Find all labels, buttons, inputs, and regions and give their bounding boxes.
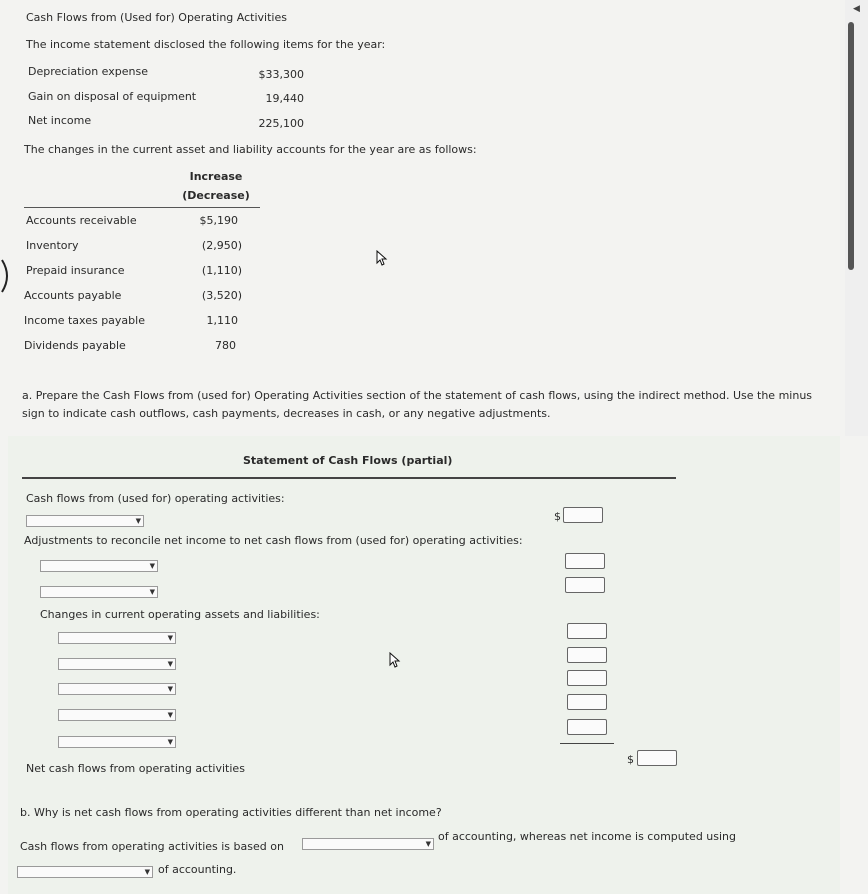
dollar-sign: $ — [627, 753, 634, 766]
net-cash-input[interactable] — [637, 750, 677, 766]
statement-title-rule — [22, 477, 676, 479]
net-income-dropdown[interactable] — [26, 515, 144, 527]
change-input-4[interactable] — [567, 694, 607, 710]
chevron-down-icon: ▼ — [167, 634, 173, 642]
net-income-input[interactable] — [563, 507, 603, 523]
adjustment-input-2[interactable] — [565, 577, 605, 593]
changes-header-line2: (Decrease) — [182, 189, 250, 202]
dollar-sign: $ — [554, 510, 561, 523]
change-input-5[interactable] — [567, 719, 607, 735]
scrollbar-thumb[interactable] — [848, 22, 854, 270]
part-b-question: b. Why is net cash flows from operating activities different than net income? — [20, 806, 442, 819]
chevron-down-icon: ▼ — [167, 685, 173, 693]
changes-header-rule — [24, 207, 260, 208]
adjustment-dropdown-1[interactable] — [40, 560, 158, 572]
change-dropdown-5[interactable] — [58, 736, 176, 748]
changes-intro: The changes in the current asset and liability accounts for the year are as follows: — [24, 143, 477, 156]
chevron-down-icon: ▼ — [167, 738, 173, 746]
change-item-label: Income taxes payable — [24, 314, 145, 327]
change-item-value: $5,190 — [199, 214, 238, 227]
change-item-value: 1,110 — [206, 314, 238, 327]
part-a-line2: sign to indicate cash outflows, cash payments, decreases in cash, or any negative adjustments. — [22, 407, 551, 420]
change-item-value: 780 — [215, 339, 236, 352]
chevron-down-icon: ▼ — [167, 660, 173, 668]
part-b-sentence-mid: of accounting, whereas net income is computed using — [438, 830, 737, 843]
change-dropdown-4[interactable] — [58, 709, 176, 721]
change-input-2[interactable] — [567, 647, 607, 663]
income-item-value: 19,440 — [265, 92, 304, 105]
page-edge-bracket-icon — [0, 258, 12, 294]
chevron-down-icon: ▼ — [144, 868, 150, 876]
mouse-cursor-icon — [376, 250, 388, 266]
basis-dropdown-1[interactable] — [302, 838, 434, 850]
change-dropdown-2[interactable] — [58, 658, 176, 670]
part-b-sentence-start: Cash flows from operating activities is based on — [20, 840, 284, 853]
change-item-label: Accounts receivable — [26, 214, 137, 227]
change-item-label: Accounts payable — [24, 289, 122, 302]
change-item-label: Inventory — [26, 239, 79, 252]
change-item-value: (2,950) — [201, 239, 242, 252]
net-cash-label: Net cash flows from operating activities — [26, 762, 245, 775]
chevron-down-icon: ▼ — [135, 517, 141, 525]
chevron-down-icon: ▼ — [425, 840, 431, 848]
adjustment-dropdown-2[interactable] — [40, 586, 158, 598]
change-item-label: Dividends payable — [24, 339, 126, 352]
mouse-cursor-icon — [389, 652, 401, 668]
change-item-label: Prepaid insurance — [26, 264, 125, 277]
change-input-3[interactable] — [567, 670, 607, 686]
change-dropdown-3[interactable] — [58, 683, 176, 695]
income-intro: The income statement disclosed the following items for the year: — [26, 38, 386, 51]
scroll-up-arrow-icon[interactable]: ◀ — [853, 4, 860, 14]
basis-dropdown-2[interactable] — [17, 866, 153, 878]
change-dropdown-1[interactable] — [58, 632, 176, 644]
chevron-down-icon: ▼ — [149, 588, 155, 596]
chevron-down-icon: ▼ — [167, 711, 173, 719]
changes-heading: Changes in current operating assets and liabilities: — [40, 608, 320, 621]
operating-heading: Cash flows from (used for) operating activities: — [26, 492, 285, 505]
part-a-line1: a. Prepare the Cash Flows from (used for) Operating Activities section of the statement of cash flows, using the indirect method. Use the minus — [22, 389, 813, 402]
part-b-sentence-end: of accounting. — [158, 863, 237, 876]
income-item-value: $33,300 — [258, 68, 304, 81]
change-item-value: (1,110) — [201, 264, 242, 277]
adjustment-input-1[interactable] — [565, 553, 605, 569]
income-item-value: 225,100 — [258, 117, 304, 130]
changes-header-line1: Increase — [189, 170, 243, 183]
statement-title: Statement of Cash Flows (partial) — [243, 454, 453, 467]
subtotal-rule — [560, 743, 614, 744]
income-item-label: Net income — [28, 114, 92, 127]
change-item-value: (3,520) — [201, 289, 242, 302]
income-item-label: Gain on disposal of equipment — [28, 90, 197, 103]
income-item-label: Depreciation expense — [28, 65, 148, 78]
page-title: Cash Flows from (Used for) Operating Activities — [26, 11, 287, 24]
chevron-down-icon: ▼ — [149, 562, 155, 570]
change-input-1[interactable] — [567, 623, 607, 639]
adjustments-heading: Adjustments to reconcile net income to net cash flows from (used for) operating activities: — [24, 534, 523, 547]
